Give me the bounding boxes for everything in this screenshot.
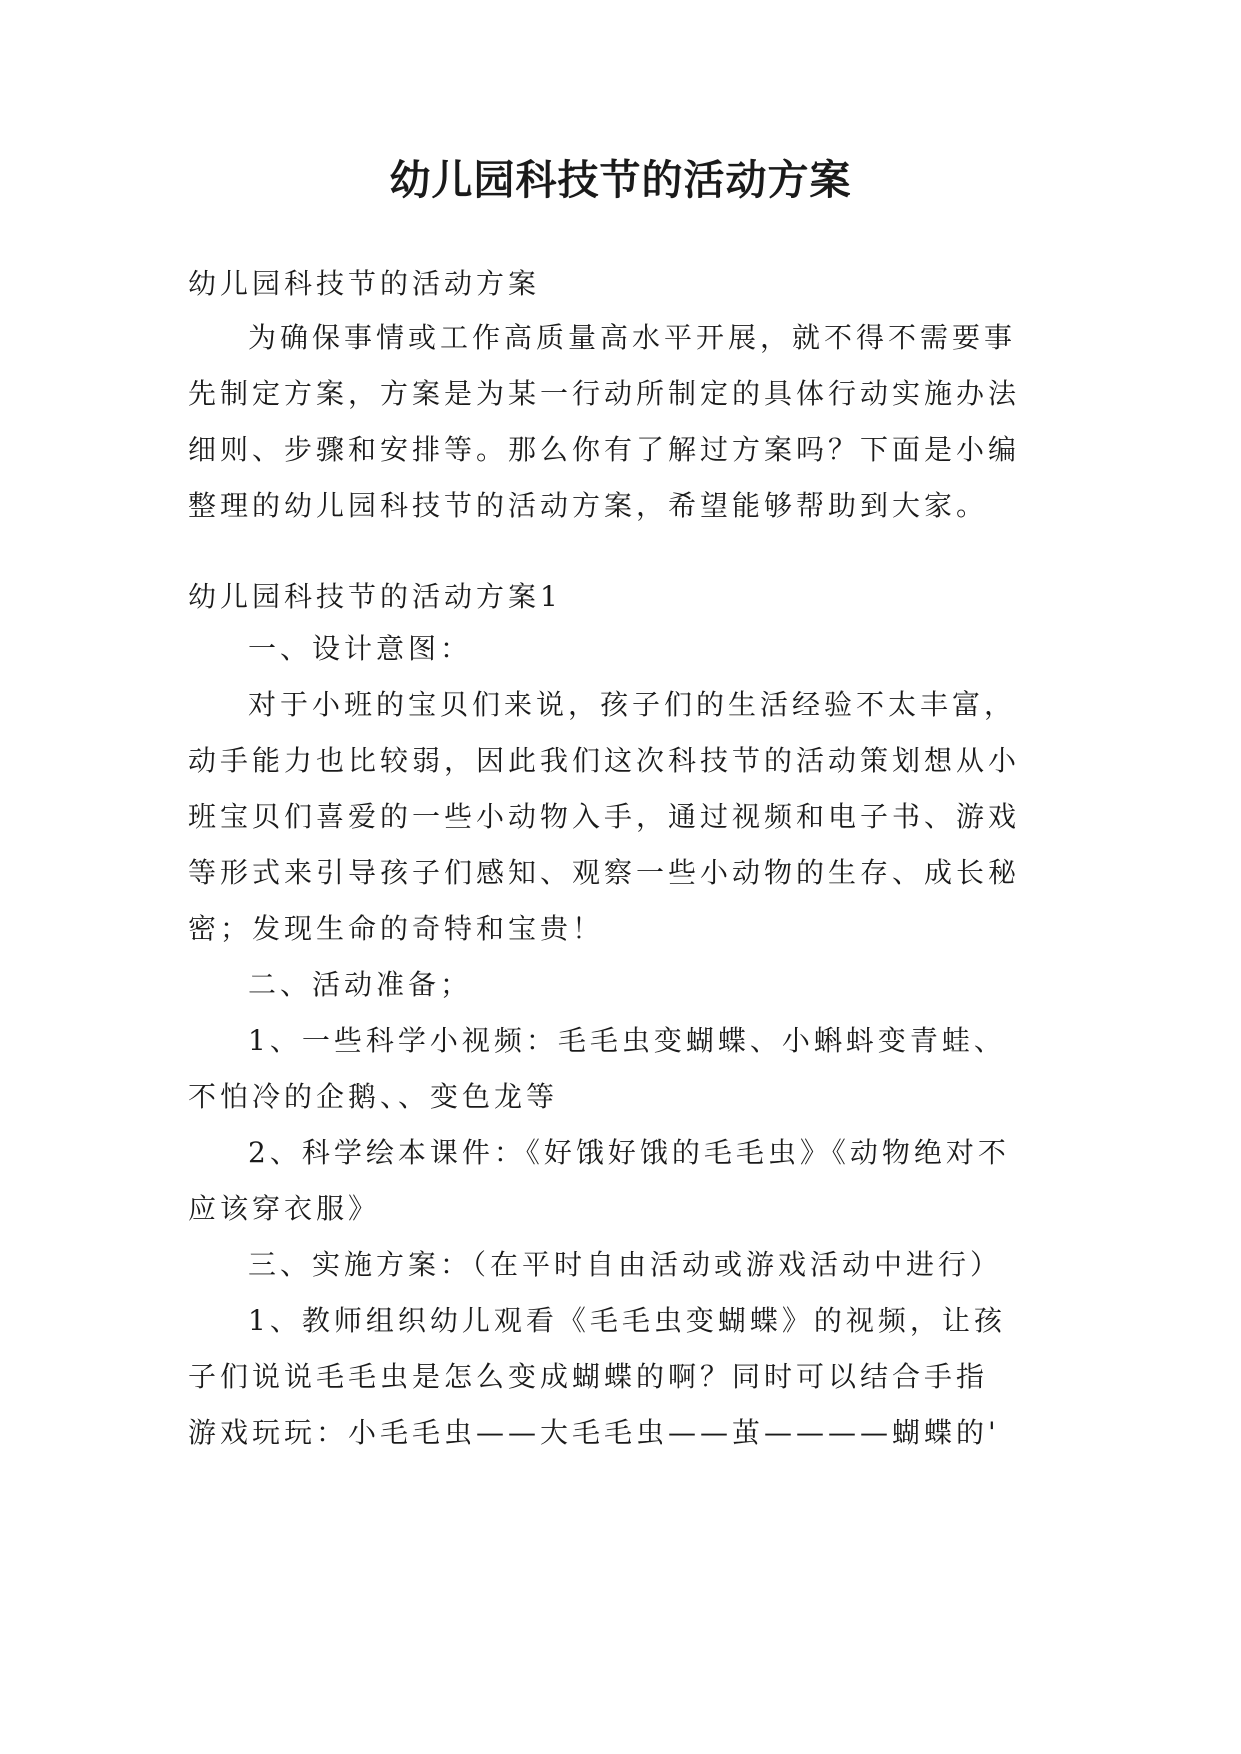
section1-heading xyxy=(188,569,1058,625)
document-title: 幼儿园科技节的活动方案 xyxy=(389,156,852,204)
section1-body xyxy=(188,621,1058,1461)
text-line: 1、教师组织幼儿观看《毛毛虫变蝴蝶》的视频，让孩 xyxy=(248,1304,1006,1337)
text-line: 三、实施方案：（在平时自由活动或游戏活动中进行） xyxy=(248,1248,1003,1281)
text-line: 不怕冷的企鹅、、变色龙等 xyxy=(188,1080,559,1113)
text-line: 等形式来引导孩子们感知、观察一些小动物的生存、成长秘 xyxy=(188,856,1021,889)
text-line: 一、设计意图： xyxy=(248,632,473,665)
text-line: 先制定方案，方案是为某一行动所制定的具体行动实施办法 xyxy=(188,377,1021,410)
text-line: 为确保事情或工作高质量高水平开展，就不得不需要事 xyxy=(248,321,1017,354)
text-line: 1、一些科学小视频：毛毛虫变蝴蝶、小蝌蚪变青蛙、 xyxy=(248,1024,1006,1057)
text-line: 整理的幼儿园科技节的活动方案，希望能够帮助到大家。 xyxy=(188,489,989,522)
text-line: 二、活动准备； xyxy=(248,968,473,1001)
text-line: 对于小班的宝贝们来说，孩子们的生活经验不太丰富， xyxy=(248,688,1017,721)
text-line: 幼儿园科技节的活动方案1 xyxy=(188,580,562,613)
text-line: 细则、步骤和安排等。那么你有了解过方案吗？下面是小编 xyxy=(188,433,1021,466)
text-line: 子们说说毛毛虫是怎么变成蝴蝶的啊？同时可以结合手指 xyxy=(188,1360,989,1393)
text-line: 密；发现生命的奇特和宝贵！ xyxy=(188,912,605,945)
text-line: 幼儿园科技节的活动方案 xyxy=(188,267,541,300)
section-heading xyxy=(188,256,1058,312)
text-line: 班宝贝们喜爱的一些小动物入手，通过视频和电子书、游戏 xyxy=(188,800,1021,833)
text-line: 动手能力也比较弱，因此我们这次科技节的活动策划想从小 xyxy=(188,744,1021,777)
intro-paragraph xyxy=(188,310,1058,534)
text-line: 2、科学绘本课件：《好饿好饿的毛毛虫》《动物绝对不 xyxy=(248,1136,1010,1169)
text-line: 应该穿衣服》 xyxy=(188,1192,381,1225)
text-line: 游戏玩玩：小毛毛虫——大毛毛虫——茧————蝴蝶的' xyxy=(188,1416,1000,1449)
